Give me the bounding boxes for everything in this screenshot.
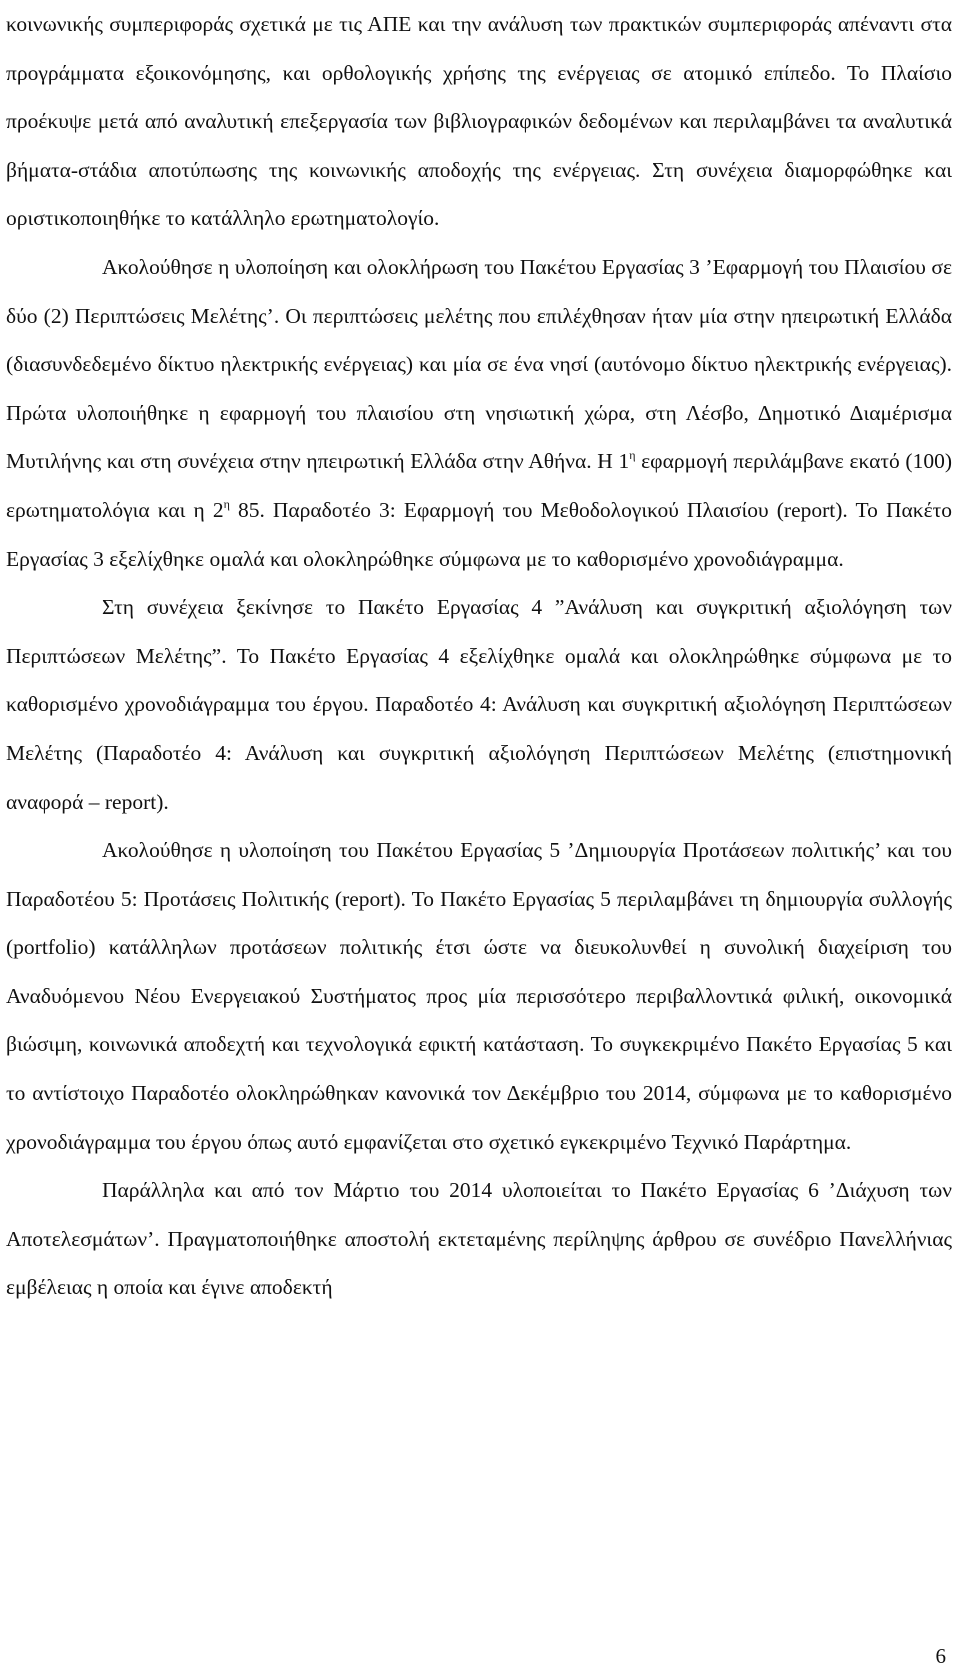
paragraph-2 (6, 243, 952, 583)
ordinal-superscript-second: η (223, 496, 230, 511)
document-body (6, 0, 952, 1312)
page-number: 6 (935, 1644, 946, 1668)
paragraph-4: Ακολούθησε η υλοποίηση του Πακέτου Εργασίας 5 ’Δημιουργία Προτάσεων πολιτικής’ και του Παραδοτέου 5: Προτάσεις Πολιτικής (report). Το Πακέτο Εργασίας 5 περιλαμβάνει τη δημιουργία συλλογής (portfolio) κατάλληλων προτάσεων πολιτικής έτσι ώστε να διευκολυνθεί η συνολική διαχείριση του Αναδυόμενου Νέου Ενεργειακού Συστήματος προς μία περισσότερο περιβαλλοντικά φιλική, οικονομικά βιώσιμη, κοινωνικά αποδεχτή και τεχνολογικά εφικτή κατάσταση. Το συγκεκριμένο Πακέτο Εργασίας 5 και το αντίστοιχο Παραδοτέο ολοκληρώθηκαν κανονικά τον Δεκέμβριο του 2014, σύμφωνα με το καθορισμένο χρονοδιάγραμμα του έργου όπως αυτό εμφανίζεται στο σχετικό εγκεκριμένο Τεχνικό Παράρτημα. (6, 838, 952, 1154)
paragraph-2-text-b: εφαρμογή περιλάμβανε εκατό (100) ερωτηματολόγια και η 2 (6, 449, 952, 522)
paragraph-2-text-c: 85. Παραδοτέο 3: Εφαρμογή του Μεθοδολογικού Πλαισίου (report). Το Πακέτο Εργασίας 3 εξελίχθηκε ομαλά και ολοκληρώθηκε σύμφωνα με το καθορισμένο χρονοδιάγραμμα. (6, 497, 952, 571)
paragraph-1: κοινωνικής συμπεριφοράς σχετικά με τις ΑΠΕ και την ανάλυση των πρακτικών συμπεριφοράς απέναντι στα προγράμματα εξοικονόμησης, και ορθολογικής χρήσης της ενέργειας σε ατομικό επίπεδο. Το Πλαίσιο προέκυψε μετά από αναλυτική επεξεργασία των βιβλιογραφικών δεδομένων και περιλαμβάνει τα αναλυτικά βήματα-στάδια αποτύπωσης της κοινωνικής αποδοχής της ενέργειας. Στη συνέχεια διαμορφώθηκε και οριστικοποιηθήκε το κατάλληλο ερωτηματολογίο. (6, 12, 952, 231)
paragraph-5: Παράλληλα και από τον Μάρτιο του 2014 υλοποιείται το Πακέτο Εργασίας 6 ’Διάχυση των Αποτελεσμάτων’. Πραγματοποιήθηκε αποστολή εκτεταμένης περίληψης άρθρου σε συνέδριο Πανελλήνιας εμβέλειας η οποία και έγινε αποδεκτή (6, 1178, 952, 1300)
paragraph-2-text-a: Ακολούθησε η υλοποίηση και ολοκλήρωση του Πακέτου Εργασίας 3 ’Εφαρμογή του Πλαισίου σε δύο (2) Περιπτώσεις Μελέτης’. Οι περιπτώσεις μελέτης που επιλέχθησαν ήταν μία στην ηπειρωτική Ελλάδα (διασυνδεδεμένο δίκτυο ηλεκτρικής ενέργειας) και μία σε ένα νησί (αυτόνομο δίκτυο ηλεκτρικής ενέργειας). Πρώτα υλοποιήθηκε η εφαρμογή του πλαισίου στη νησιωτική χώρα, στη Λέσβο, Δημοτικό Διαμέρισμα Μυτιλήνης και στη συνέχεια στην ηπειρωτική Ελλάδα στην Αθήνα. Η 1 (6, 254, 952, 474)
ordinal-superscript-first: η (629, 448, 636, 463)
paragraph-3: Στη συνέχεια ξεκίνησε το Πακέτο Εργασίας 4 ”Ανάλυση και συγκριτική αξιολόγηση των Περιπτώσεων Μελέτης”. Το Πακέτο Εργασίας 4 εξελίχθηκε ομαλά και ολοκληρώθηκε σύμφωνα με το καθορισμένο χρονοδιάγραμμα του έργου. Παραδοτέο 4: Ανάλυση και συγκριτική αξιολόγηση Περιπτώσεων Μελέτης (Παραδοτέο 4: Ανάλυση και συγκριτική αξιολόγηση Περιπτώσεων Μελέτης (επιστημονική αναφορά – report). (6, 595, 952, 814)
